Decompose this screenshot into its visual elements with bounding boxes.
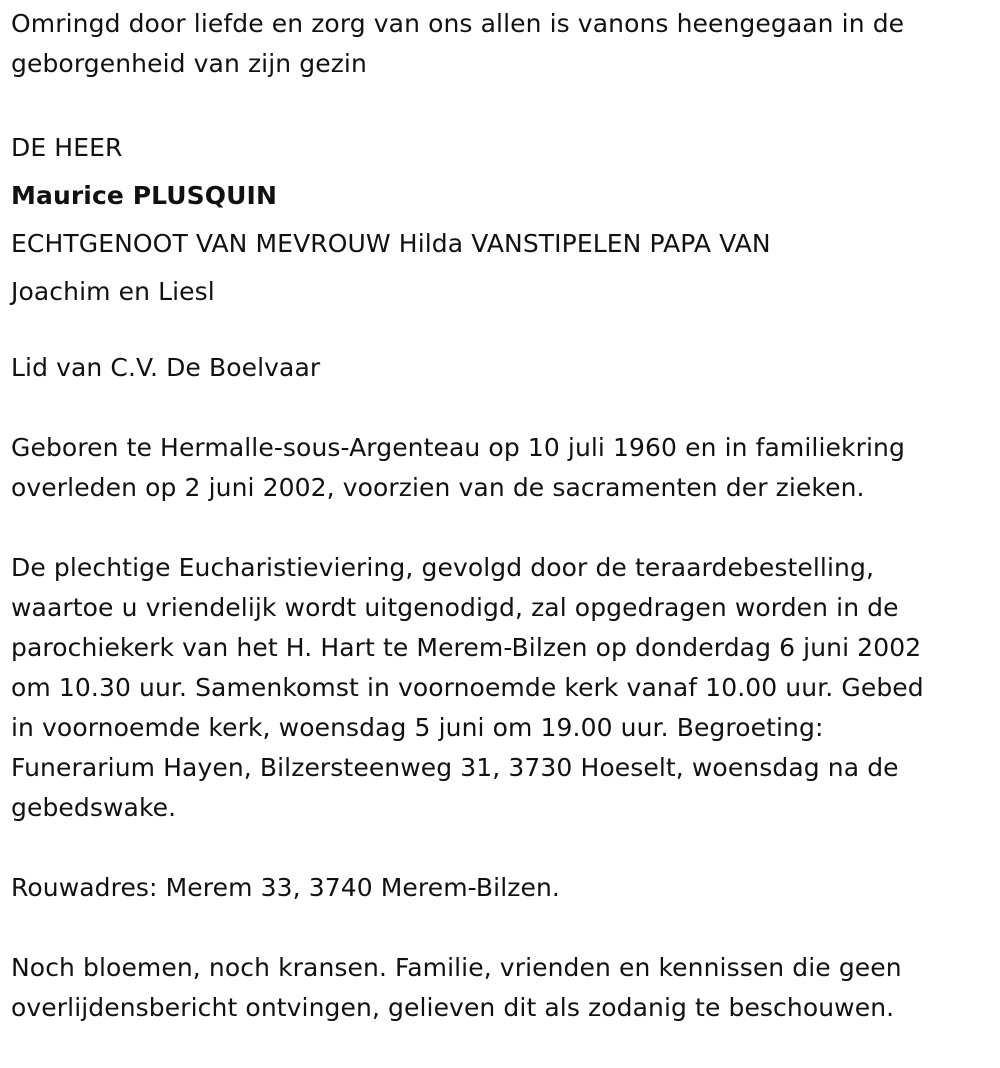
ceremony-line: waartoe u vriendelijk wordt uitgenodigd, zal opgedragen worden in de (11, 593, 899, 622)
ceremony-line: Funerarium Hayen, Bilzersteenweg 31, 3730 Hoeselt, woensdag na de (11, 753, 899, 782)
membership-paragraph (11, 348, 986, 388)
ceremony-line: De plechtige Eucharistieviering, gevolgd door de teraardebestelling, (11, 553, 874, 582)
deceased-header (11, 124, 986, 316)
birth-paragraph (11, 428, 986, 508)
deceased-name: Maurice PLUSQUIN (11, 181, 277, 210)
birth-line: overleden op 2 juni 2002, voorzien van de sacramenten der zieken. (11, 473, 865, 502)
honorific-title: DE HEER (11, 133, 123, 162)
children-names: Joachim en Liesl (11, 277, 215, 306)
address-paragraph (11, 868, 986, 908)
intro-paragraph (11, 4, 986, 84)
closing-line: Noch bloemen, noch kransen. Familie, vrienden en kennissen die geen (11, 953, 902, 982)
ceremony-line: parochiekerk van het H. Hart te Merem-Bilzen op donderdag 6 juni 2002 (11, 633, 922, 662)
intro-line: geborgenheid van zijn gezin (11, 49, 367, 78)
closing-line: overlijdensbericht ontvingen, gelieven dit als zodanig te beschouwen. (11, 993, 895, 1022)
intro-line: Omringd door liefde en zorg van ons allen is vanons heengegaan in de (11, 9, 905, 38)
obituary-document (11, 4, 986, 1068)
ceremony-line: in voornoemde kerk, woensdag 5 juni om 19.00 uur. Begroeting: (11, 713, 824, 742)
ceremony-paragraph (11, 548, 986, 828)
birth-line: Geboren te Hermalle-sous-Argenteau op 10 juli 1960 en in familiekring (11, 433, 905, 462)
family-relation: ECHTGENOOT VAN MEVROUW Hilda VANSTIPELEN PAPA VAN (11, 229, 771, 258)
membership-line: Lid van C.V. De Boelvaar (11, 353, 321, 382)
ceremony-line: gebedswake. (11, 793, 177, 822)
mourning-address: Rouwadres: Merem 33, 3740 Merem-Bilzen. (11, 873, 560, 902)
closing-paragraph (11, 948, 986, 1028)
ceremony-line: om 10.30 uur. Samenkomst in voornoemde kerk vanaf 10.00 uur. Gebed (11, 673, 924, 702)
